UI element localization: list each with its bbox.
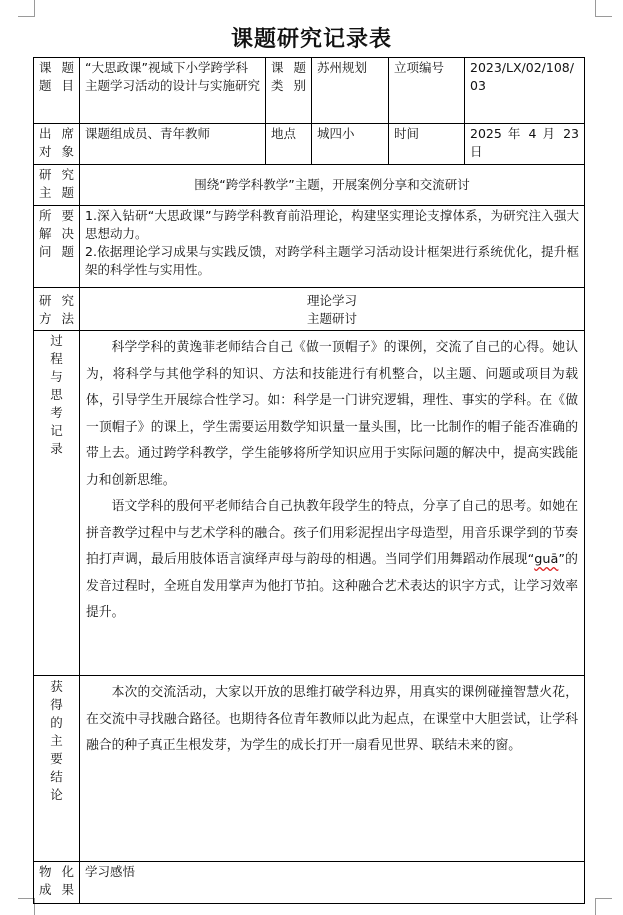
pinyin-spellcheck-word: guā: [534, 552, 559, 567]
document-title: 课题研究记录表: [230, 26, 392, 52]
row-conclusion: [34, 676, 585, 862]
row-topic: [34, 58, 585, 124]
time-value: 2025 年 4 月 23 日: [465, 124, 585, 165]
outcome-label: 物化成果: [34, 862, 80, 904]
category-label: 课题类别: [266, 58, 312, 124]
row-theme: [34, 165, 585, 206]
conclusion-text: 本次的交流活动，大家以开放的思维打破学科边界，用真实的课例碰撞智慧火花，在交流中寻找融合路径。也期待各位青年教师以此为起点，在课堂中大胆尝试，让学科融合的种子真正生根发芽，为学生的成长打开一扇看见世界、联结未来的窗。: [80, 676, 585, 862]
methods-value: [80, 288, 585, 331]
process-label: 过 程 与 思 考 记 录: [34, 331, 80, 676]
process-paragraph-science: 科学学科的黄逸菲老师结合自己《做一顶帽子》的课例，交流了自己的心得。她认为，将科学与其他学科的知识、方法和技能进行有机整合，以主题、问题或项目为载体，引导学生开展综合性学习。如：科学是一门讲究逻辑，理性、事实的学科。在《做一顶帽子》的课上，学生需要运用数学知识量一量头围，比一比制作的帽子能否准确的带上去。通过跨学科教学，学生能够将所学知识应用于实际问题的解决中，提高实践能力和创新思维。: [86, 340, 578, 488]
attendees-value: 课题组成员、青年教师: [80, 124, 266, 165]
time-label: 时间: [389, 124, 465, 165]
method-item: 理论学习: [306, 293, 357, 308]
row-outcome: [34, 862, 585, 904]
conclusion-label: 获 得 的 主 要 结 论: [34, 676, 80, 862]
row-problems: [34, 206, 585, 288]
topic-label: 课题题目: [34, 58, 80, 124]
theme-value: 围绕“跨学科教学”主题，开展案例分享和交流研讨: [80, 165, 585, 206]
category-value: 苏州规划: [312, 58, 389, 124]
problems-value: [80, 206, 585, 288]
outcome-value: 学习感悟: [80, 862, 585, 904]
research-record-table: [33, 57, 585, 904]
project-no-value: 2023/LX/02/108/03: [465, 58, 585, 124]
process-record: [80, 331, 585, 676]
row-methods: [34, 288, 585, 331]
crop-mark-top-right: [595, 0, 612, 17]
crop-mark-top-left: [18, 0, 35, 17]
attendees-label: 出席对象: [34, 124, 80, 165]
problem-item: 2.依据理论学习成果与实践反馈，对跨学科主题学习活动设计框架进行系统优化，提升框架的科学性与实用性。: [85, 244, 579, 277]
problems-label: 所要解决问题: [34, 206, 80, 288]
project-no-label: 立项编号: [389, 58, 465, 124]
process-paragraph-chinese: 语文学科的殷何平老师结合自己执教年段学生的特点，分享了自己的思考。如她在拼音教学过程中与艺术学科的融合。孩子们用彩泥捏出字母造型，用音乐课学到的节奏拍打声调，最后用肢体语言演绎声母与韵母的相遇。当同学们用舞蹈动作展现“guā”的发音过程时，全班自发用掌声为他打节拍。这种融合艺术表达的识字方式，让学习效率提升。: [86, 499, 578, 620]
method-item: 主题研讨: [306, 311, 357, 326]
location-label: 地点: [266, 124, 312, 165]
theme-label: 研究主题: [34, 165, 80, 206]
location-value: 城四小: [312, 124, 389, 165]
row-attendees: [34, 124, 585, 165]
methods-label: 研究方法: [34, 288, 80, 331]
crop-mark-bottom-right: [595, 898, 612, 915]
topic-value: “大思政课”视域下小学跨学科主题学习活动的设计与实施研究: [80, 58, 266, 124]
row-process: [34, 331, 585, 676]
problem-item: 1.深入钻研“大思政课”与跨学科教育前沿理论，构建坚实理论支撑体系，为研究注入强大思想动力。: [85, 208, 579, 241]
